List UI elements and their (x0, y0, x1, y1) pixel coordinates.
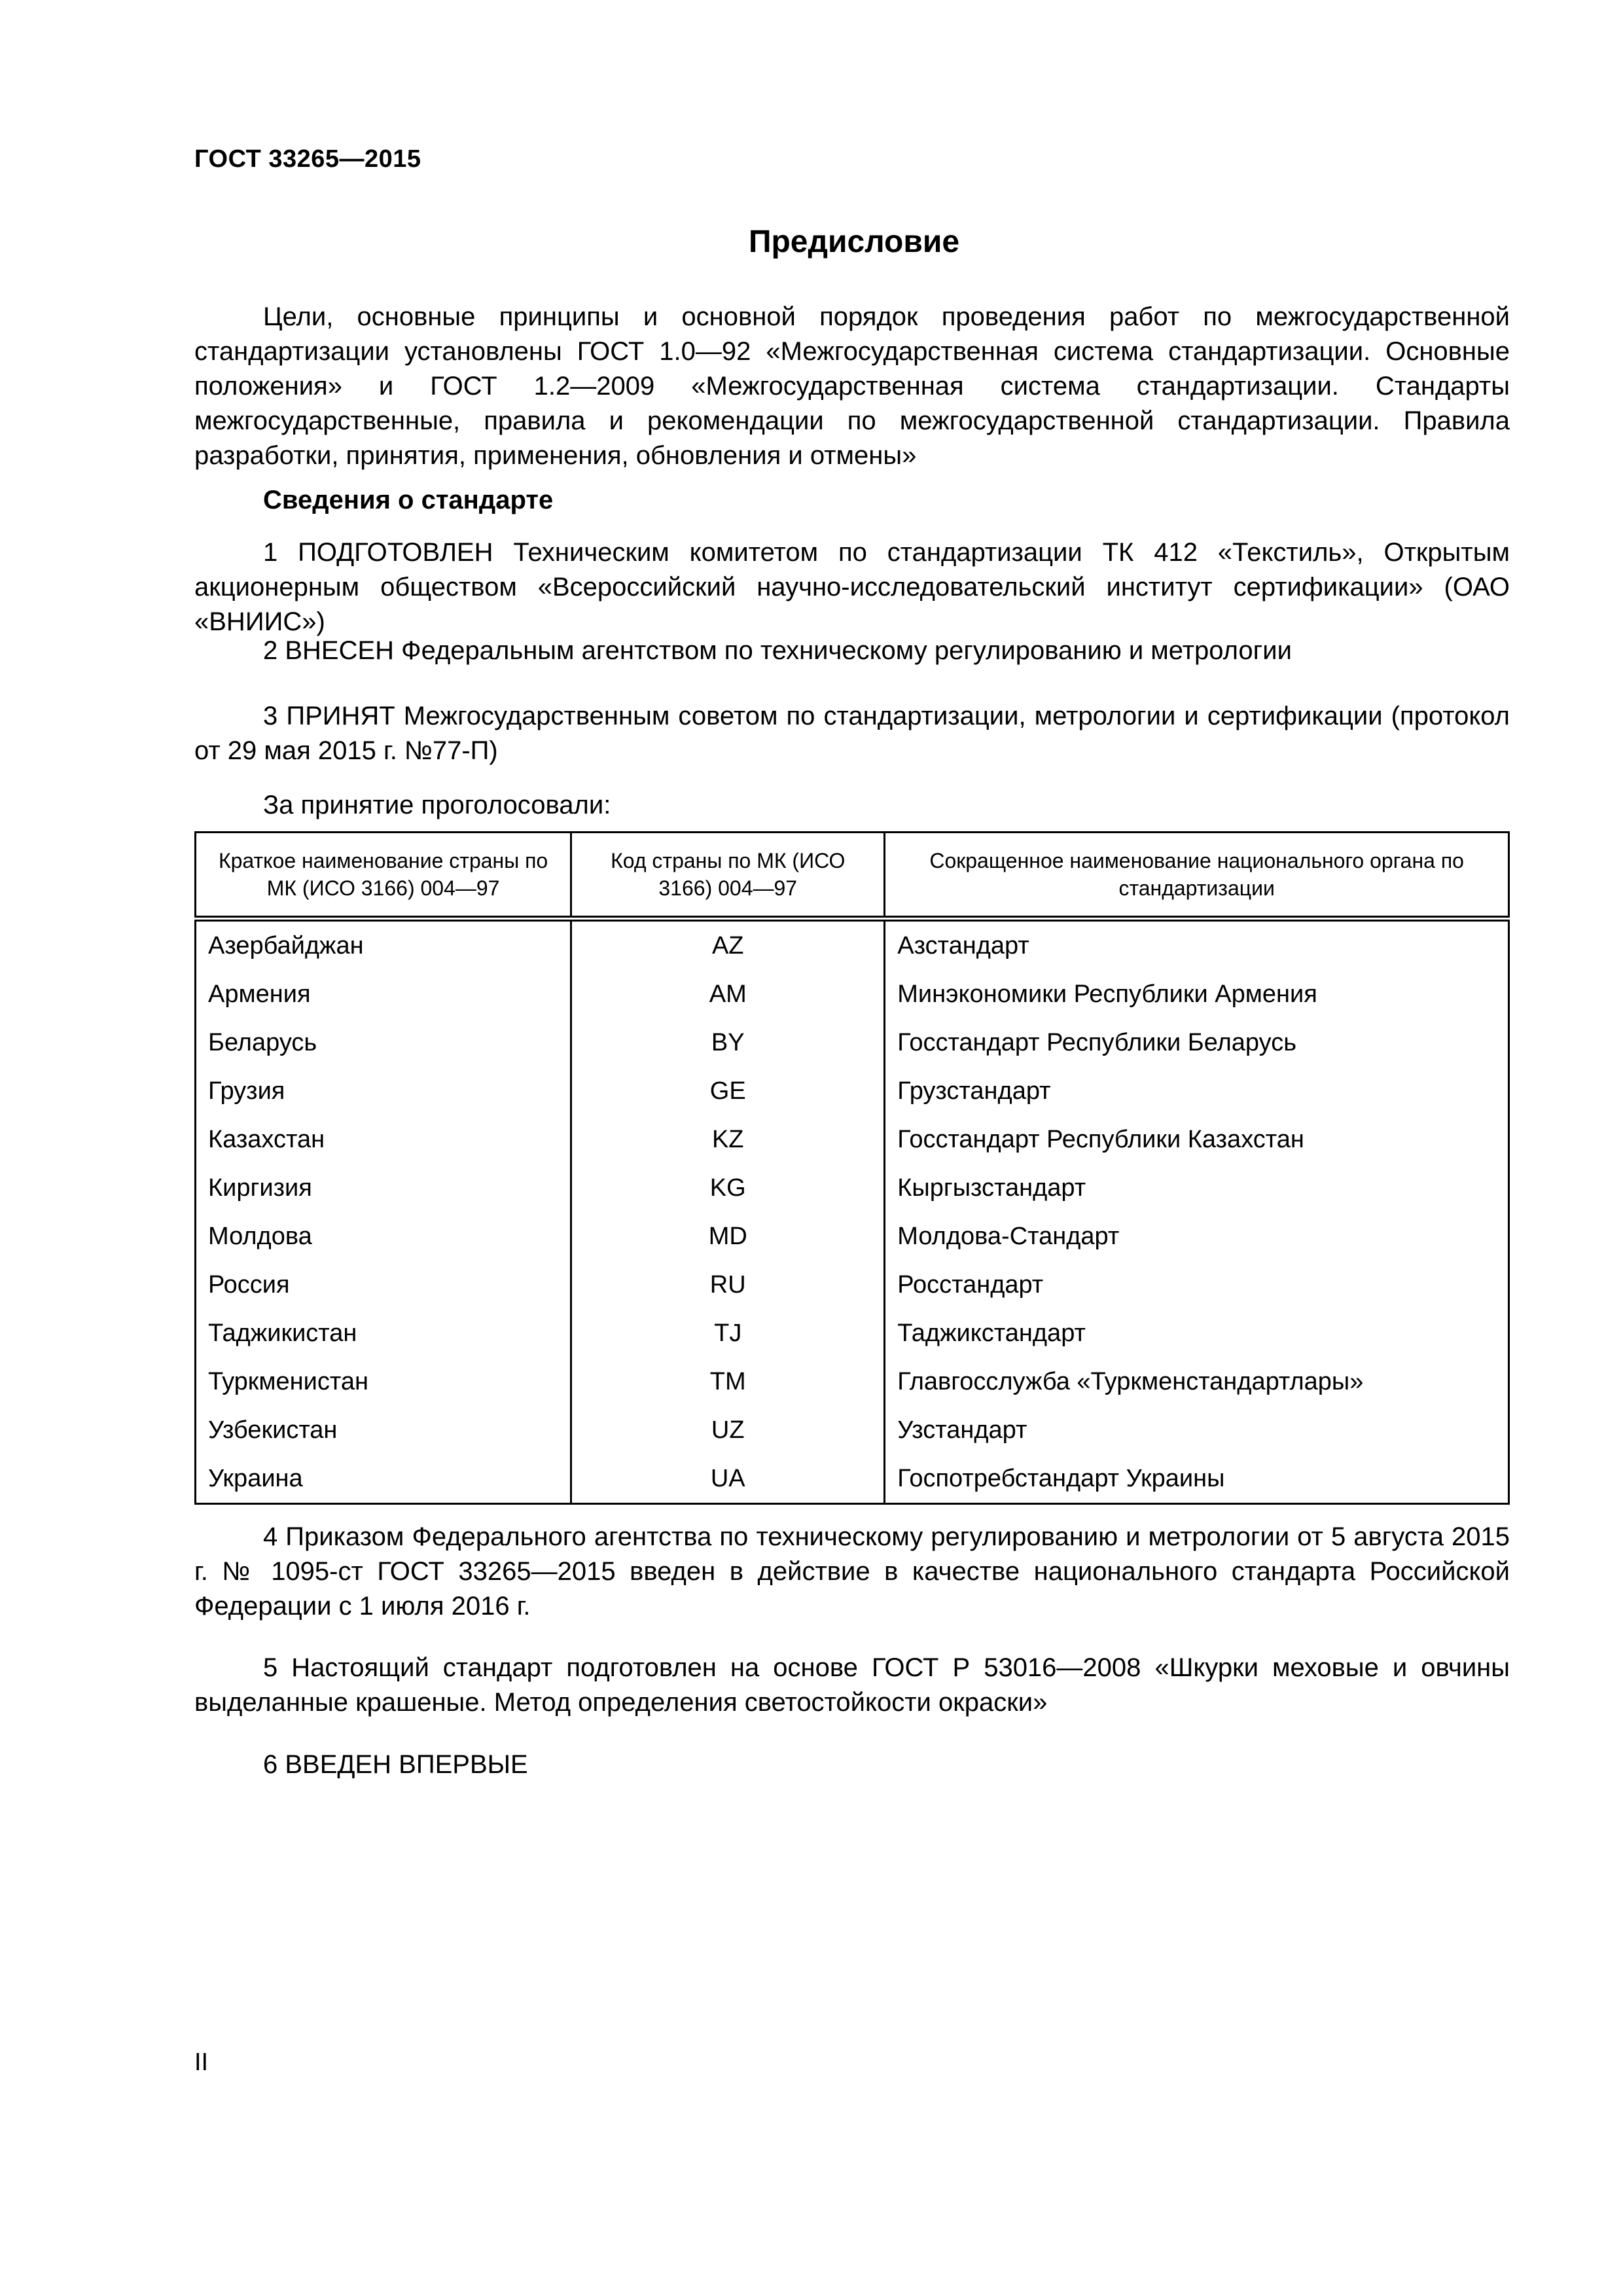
table-header-row (196, 833, 1509, 919)
table-row (196, 919, 1509, 971)
intro-paragraph: Цели, основные принципы и основной порядок проведения работ по межгосударственной стандартизации установлены ГОСТ 1.0—92 «Межгосударственная система стандартизации. Основные положения» и ГОСТ 1.2—2009 «Межгосударственная система стандартизации. Стандарты межгосударственные, правила и рекомендации по межгосударственной стандартизации. Правила разработки, принятия, применения, обновления и отмены» (194, 302, 1510, 470)
page-title: Предисловие (748, 224, 960, 259)
table-row (196, 1261, 1509, 1309)
country-code-cell: RU (571, 1261, 885, 1309)
country-name-cell: Грузия (196, 1067, 571, 1115)
item-3-paragraph: 3 ПРИНЯТ Межгосударственным советом по стандартизации, метрологии и сертификации (протокол от 29 мая 2015 г. №77-П) (194, 702, 1510, 765)
standards-body-cell: Госпотребстандарт Украины (885, 1454, 1509, 1504)
table-row (196, 1018, 1509, 1067)
document-code-header: ГОСТ 33265—2015 (194, 145, 421, 173)
page-number: II (194, 2049, 209, 2076)
country-code-cell: AZ (571, 919, 885, 971)
country-name-cell: Киргизия (196, 1164, 571, 1212)
table-row (196, 1164, 1509, 1212)
table-row (196, 1115, 1509, 1164)
item-4-paragraph: 4 Приказом Федерального агентства по техническому регулированию и метрологии от 5 августа 2015 г. № 1095-ст ГОСТ 33265—2015 введен в действие в качестве национального стандарта Российской Федерации с 1 июля 2016 г. (194, 1522, 1510, 1621)
standards-body-cell: Минэкономики Республики Армения (885, 970, 1509, 1018)
table-row (196, 1454, 1509, 1504)
item-2-paragraph: 2 ВНЕСЕН Федеральным агентством по техническому регулированию и метрологии (263, 636, 1292, 665)
header-country-code: Код страны по МК (ИСО 3166) 004—97 (571, 833, 885, 919)
country-code-cell: KG (571, 1164, 885, 1212)
country-code-cell: UA (571, 1454, 885, 1504)
country-name-cell: Узбекистан (196, 1406, 571, 1454)
section-heading: Сведения о стандарте (263, 486, 554, 514)
country-code-cell: MD (571, 1212, 885, 1261)
country-code-cell: AM (571, 970, 885, 1018)
votes-label: За принятие проголосовали: (263, 791, 611, 819)
standards-body-cell: Кыргызстандарт (885, 1164, 1509, 1212)
standards-body-cell: Госстандарт Республики Казахстан (885, 1115, 1509, 1164)
item-1-paragraph: 1 ПОДГОТОВЛЕН Техническим комитетом по стандартизации ТК 412 «Текстиль», Открытым акционерным обществом «Всероссийский научно-исследовательский институт сертификации» (ОАО «ВНИИС») (194, 538, 1510, 636)
country-name-cell: Туркменистан (196, 1357, 571, 1406)
country-code-cell: GE (571, 1067, 885, 1115)
table-row (196, 1357, 1509, 1406)
country-name-cell: Таджикистан (196, 1309, 571, 1357)
item-5-paragraph: 5 Настоящий стандарт подготовлен на основе ГОСТ Р 53016—2008 «Шкурки меховые и овчины выделанные крашеные. Метод определения светостойкости окраски» (194, 1653, 1510, 1717)
header-country-name: Краткое наименование страны по МК (ИСО 3166) 004—97 (196, 833, 571, 919)
country-code-cell: TM (571, 1357, 885, 1406)
country-code-cell: BY (571, 1018, 885, 1067)
standards-body-cell: Азстандарт (885, 919, 1509, 971)
standards-body-cell: Главгосслужба «Туркменстандартлары» (885, 1357, 1509, 1406)
table-row (196, 1212, 1509, 1261)
standards-body-cell: Госстандарт Республики Беларусь (885, 1018, 1509, 1067)
standards-body-cell: Росстандарт (885, 1261, 1509, 1309)
standards-body-cell: Молдова-Стандарт (885, 1212, 1509, 1261)
table-row (196, 1309, 1509, 1357)
country-name-cell: Армения (196, 970, 571, 1018)
country-code-cell: UZ (571, 1406, 885, 1454)
standards-body-cell: Таджикстандарт (885, 1309, 1509, 1357)
votes-table (194, 831, 1510, 1505)
country-name-cell: Украина (196, 1454, 571, 1504)
country-code-cell: KZ (571, 1115, 885, 1164)
item-6-paragraph: 6 ВВЕДЕН ВПЕРВЫЕ (263, 1750, 528, 1779)
table-row (196, 1406, 1509, 1454)
country-name-cell: Азербайджан (196, 919, 571, 971)
standards-body-cell: Узстандарт (885, 1406, 1509, 1454)
country-name-cell: Казахстан (196, 1115, 571, 1164)
header-standards-body: Сокращенное наименование национального органа по стандартизации (885, 833, 1509, 919)
standards-body-cell: Грузстандарт (885, 1067, 1509, 1115)
country-code-cell: TJ (571, 1309, 885, 1357)
country-name-cell: Молдова (196, 1212, 571, 1261)
table-row (196, 1067, 1509, 1115)
table-row (196, 970, 1509, 1018)
country-name-cell: Беларусь (196, 1018, 571, 1067)
country-name-cell: Россия (196, 1261, 571, 1309)
